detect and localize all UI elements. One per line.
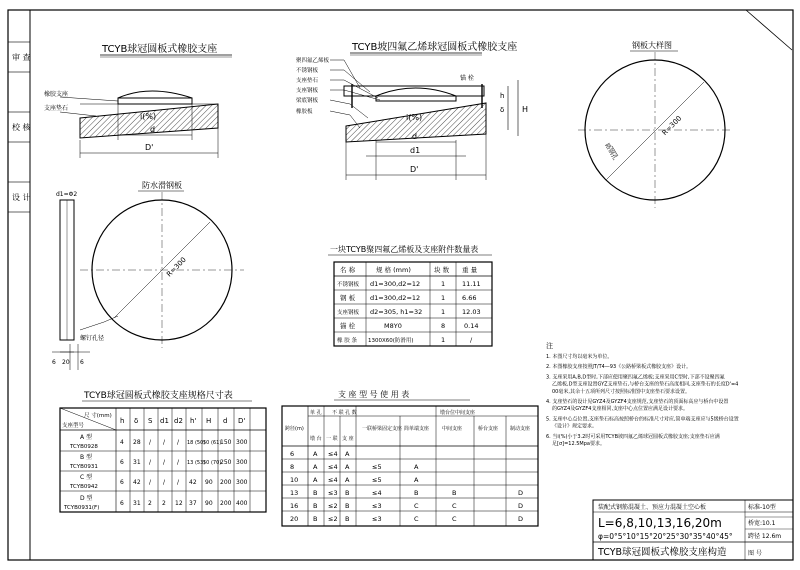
table-dimensions-r3-v1: 6 <box>120 479 124 486</box>
table-usage-hdr-6: 墩台位中间支座 <box>440 410 476 416</box>
table-dimensions-r1-type: A 型 <box>80 434 93 441</box>
notes-heading: 注 <box>546 342 553 350</box>
drawing-1-title: TCYB球冠圆板式橡胶支座 <box>102 44 218 55</box>
drawing-2 <box>296 40 528 180</box>
drawing-3-dim-1: 6 <box>52 359 56 366</box>
table-usage-hdr-span: 跨径(m) <box>285 426 304 432</box>
table-accessories-h4: 重 量 <box>462 266 478 274</box>
drawing-3-leader: 螺钉孔径 <box>80 335 105 342</box>
note-item: 4. 支座垫石的设计见GYZ4及GYZF4支座规范,支座垫石的顶面标高应与桥台中设置的GYZ4及GYZF4支座相同,支座中心点位置应满足设计要求。 <box>546 399 729 413</box>
drawing-2-label-1: 聚四氟乙烯板 <box>296 58 330 64</box>
drawing-2-dim-d1: d1 <box>410 146 421 155</box>
table-usage-sub-3: 支 座 <box>342 436 354 442</box>
table-dimensions-r1-v1: 4 <box>120 439 124 446</box>
drawing-3-dim-2: 20 <box>62 359 70 366</box>
table-dimensions-r4-v6: 37 <box>189 500 197 507</box>
drawing-4-leader: 路钢孔 <box>603 142 619 162</box>
table-accessories-r3c4: 12.03 <box>462 308 481 316</box>
table-usage-cell: D <box>518 489 524 497</box>
table-dimensions-r4-v9: 400 <box>236 500 248 507</box>
table-dimensions-r1-v9: 300 <box>236 439 248 446</box>
drawing-3-d1: d1=Φ2 <box>56 191 78 198</box>
drawing-2-label-3: 支座垫石 <box>296 78 319 84</box>
notes <box>546 341 739 447</box>
table-dimensions-r4-v7: 90 <box>205 500 213 507</box>
drawing-1-dim-D: D' <box>145 143 154 152</box>
table-dimensions-r1-v5: / <box>177 439 180 446</box>
table-dimensions-col-2: δ <box>134 417 139 425</box>
table-usage-hdr-3: 一联桥梁固定支座 <box>362 426 403 432</box>
table-usage-cell: 20 <box>290 515 299 523</box>
table-usage-hdr-7: 桥台支座 <box>478 426 499 432</box>
table-usage-cell: ≤4 <box>328 463 338 471</box>
table-accessories-h2: 规 格 (mm) <box>376 266 411 274</box>
table-usage-sub-2: 一 联 <box>326 436 338 442</box>
table-dimensions-r3-model: TCYB0942 <box>70 484 98 490</box>
table-accessories-r5c3: 1 <box>441 336 446 344</box>
table-usage-hdr-5: 中间支座 <box>442 426 463 432</box>
title-block <box>593 500 793 560</box>
title-block-line3: φ=0°5°10°15°20°25°30°35°40°45° <box>598 532 733 541</box>
table-usage-cell: ≤3 <box>372 515 382 523</box>
table-usage-cell: A <box>414 476 419 484</box>
table-dimensions-col-7: H <box>206 417 212 425</box>
table-usage-cell: A <box>313 450 318 458</box>
side-label-check: 校 核 <box>12 123 31 132</box>
table-dimensions-r3-v3: / <box>149 479 152 486</box>
table-accessories-r5c4: / <box>470 336 473 344</box>
table-usage-cell: ≤3 <box>372 502 382 510</box>
side-labels <box>8 42 32 212</box>
table-dimensions <box>60 389 266 512</box>
table-dimensions-r2-v9: 300 <box>236 459 248 466</box>
table-usage-cell: A <box>313 463 318 471</box>
table-usage-cell: 13 <box>290 489 299 497</box>
table-usage-cell: D <box>518 515 524 523</box>
table-accessories-r3c2: d2=305, h1=32 <box>370 308 423 316</box>
corner-fold <box>746 10 792 50</box>
title-block-right2: 桥宽:10.1 <box>748 520 776 527</box>
table-accessories-r1c4: 11.11 <box>462 280 481 288</box>
table-usage <box>282 389 538 526</box>
table-dimensions-r4-v4: 2 <box>162 500 166 507</box>
table-usage-cell: ≤3 <box>328 489 338 497</box>
table-accessories-r2c3: 1 <box>441 294 446 302</box>
table-usage-cell: C <box>452 502 457 510</box>
table-usage-cell: B <box>313 489 318 497</box>
table-accessories-r2c4: 6.66 <box>462 294 477 302</box>
table-usage-cell: ≤4 <box>372 489 382 497</box>
drawing-2-dim-D: D' <box>410 165 419 174</box>
title-block-line1: 装配式钢筋混凝土、预应力混凝土空心板 <box>598 504 707 511</box>
table-dimensions-r3-v8: 200 <box>220 479 232 486</box>
drawing-2-angle: i(%) <box>406 113 423 122</box>
drawing-3-radius: R=300 <box>165 255 188 279</box>
drawing-2-anchor-label: 锚 栓 <box>460 75 474 82</box>
side-label-design: 设 计 <box>12 193 31 202</box>
table-usage-cell: B <box>313 515 318 523</box>
table-usage-cell: ≤4 <box>328 450 338 458</box>
drawing-1-dim-d: d <box>150 125 156 134</box>
table-accessories-r4c2: M8Y0 <box>384 322 402 330</box>
table-accessories-title: 一块TCYB聚四氟乙烯板及支座附件数量表 <box>330 245 479 254</box>
drawing-3-title: 防水滑钢板 <box>142 181 182 190</box>
drawing-2-dim-H: H <box>522 105 529 114</box>
table-dimensions-r1-model: TCYB0928 <box>70 444 98 450</box>
drawing-2-title: TCYB坡四氟乙烯球冠圆板式橡胶支座 <box>352 42 518 53</box>
table-accessories-r5c1: 橡 胶 条 <box>337 338 357 344</box>
table-usage-cell: B <box>414 489 419 497</box>
drawing-4 <box>578 40 732 208</box>
side-label-review: 审 查 <box>12 53 31 62</box>
table-usage-title: 支 座 型 号 使 用 表 <box>338 390 410 399</box>
drawing-2-dim-h: h <box>500 92 505 100</box>
table-dimensions-r4-type: D 型 <box>80 495 93 502</box>
table-usage-sub-1: 墩 台 <box>310 436 322 442</box>
table-usage-cell: B <box>452 489 457 497</box>
table-dimensions-title: TCYB球冠圆板式橡胶支座规格尺寸表 <box>84 391 233 401</box>
drawing-4-title: 钢板大样图 <box>632 41 672 50</box>
table-usage-hdr-2: 不 联 孔 数 <box>332 410 357 416</box>
table-dimensions-r2-v7: 50 (70) <box>203 460 222 466</box>
table-usage-cell: B <box>345 502 350 510</box>
table-dimensions-r4-v3: 2 <box>148 500 152 507</box>
table-dimensions-r4-v1: 6 <box>120 500 124 507</box>
table-dimensions-r2-v6: 13 (53) <box>187 460 206 466</box>
table-dimensions-r4-v8: 200 <box>220 500 232 507</box>
table-accessories-r4c1: 锚 栓 <box>340 322 356 330</box>
table-usage-cell: D <box>518 502 524 510</box>
table-dimensions-r2-v3: / <box>149 459 152 466</box>
table-dimensions-r3-v2: 42 <box>133 479 141 486</box>
title-block-right3: 跨径 12.6m <box>748 533 782 540</box>
drawing-1-label-pad: 支座垫石 <box>44 105 69 112</box>
table-dimensions-r1-v4: / <box>163 439 166 446</box>
drawing-4-radius: R=300 <box>660 114 684 138</box>
drawing-2-dim-d: d <box>412 132 418 141</box>
table-accessories-r3c1: 支座钢板 <box>337 310 360 316</box>
table-usage-cell: C <box>414 515 419 523</box>
table-dimensions-r2-type: B 型 <box>80 454 93 461</box>
table-accessories-r2c2: d1=300,d2=12 <box>370 294 421 302</box>
table-dimensions-r3-v6: 42 <box>189 479 197 486</box>
drawing-2-dim-delta: δ <box>500 106 505 114</box>
table-dimensions-r3-type: C 型 <box>80 474 93 481</box>
table-dimensions-r4-v2: 31 <box>133 500 141 507</box>
table-accessories-h3: 块 数 <box>434 266 450 274</box>
table-usage-cell: 6 <box>290 450 295 458</box>
note-item: 1. 本图尺寸均以毫米为单位。 <box>546 354 613 360</box>
table-dimensions-r3-v7: 90 <box>205 479 213 486</box>
note-item: 5. 支座中心点位置,支座垫石标高按照桥台的标准尺寸对应,简单端支座应与5级桥台设置《设计》规定要求。 <box>546 416 739 430</box>
table-usage-hdr-8: 制动支座 <box>510 426 531 432</box>
table-dimensions-col-4: d1 <box>160 417 169 425</box>
table-dimensions-col-5: d2 <box>174 417 183 425</box>
drawing-2-label-5: 梁底钢板 <box>296 98 319 104</box>
table-dimensions-r1-v8: 150 <box>220 439 232 446</box>
table-dimensions-r1-v2: 28 <box>133 439 141 446</box>
table-dimensions-col-3: S <box>148 417 153 425</box>
table-usage-cell: 8 <box>290 463 295 471</box>
table-dimensions-r1-v6: 18 (50) <box>187 440 206 446</box>
table-accessories-h1: 名 称 <box>340 266 356 274</box>
table-dimensions-col-6: h' <box>190 417 197 425</box>
table-usage-hdr-1: 单 孔 <box>310 410 322 416</box>
table-accessories-r1c1: 不锈钢板 <box>337 282 360 288</box>
table-usage-cell: ≤2 <box>328 515 338 523</box>
table-dimensions-col-8: d <box>223 417 228 425</box>
table-usage-cell: C <box>414 502 419 510</box>
table-dimensions-hdr-top: 尺 寸(mm) <box>84 413 112 419</box>
table-accessories <box>328 244 492 346</box>
table-accessories-r1c3: 1 <box>441 280 446 288</box>
table-accessories-r3c3: 1 <box>441 308 446 316</box>
table-dimensions-r3-v4: / <box>163 479 166 486</box>
table-usage-cell: C <box>452 515 457 523</box>
table-usage-cell: A <box>345 463 350 471</box>
note-item: 3. 支座采用A,B,D型时,下部应使用聚四氟乙烯板;支座采用C型时,下部不设聚四氟乙烯板,D型支座设置GYZ支座垫石,与桥台支座的垫石高度相同,支座垫石的长度D'=4 00毫米,其余十五项所列尺寸按照标准图中支座垫石要求设置。 <box>546 374 739 395</box>
table-dimensions-r2-v1: 6 <box>120 459 124 466</box>
drawing-2-label-2: 不锈钢板 <box>296 68 319 74</box>
table-accessories-r5c2: 1300X60(防滑用) <box>368 338 414 344</box>
drawing-2-label-4: 支座钢板 <box>296 88 319 94</box>
table-dimensions-r3-v5: / <box>177 479 180 486</box>
drawing-3 <box>52 180 244 370</box>
note-item: 6. 当i(%)小于3.2时可采用TCYB坡四氟乙烯球冠圆板式橡胶支座;支座垫石应满足[σ]=12.5Mpa要求。 <box>546 433 720 447</box>
table-usage-cell: A <box>345 476 350 484</box>
table-usage-hdr-4: 简单端支座 <box>404 426 430 432</box>
table-dimensions-r2-v8: 250 <box>220 459 232 466</box>
table-usage-cell: A <box>345 450 350 458</box>
title-block-right1: 标准-10型 <box>748 504 776 511</box>
table-usage-cell: ≤5 <box>372 476 382 484</box>
title-block-fig: 图 号 <box>748 550 762 557</box>
table-usage-cell: B <box>345 489 350 497</box>
table-usage-cell: 16 <box>290 502 299 510</box>
note-item: 2. 本图橡胶支座按照JT/T4—93《公路桥梁板式橡胶支座》设计。 <box>546 364 692 371</box>
table-usage-cell: B <box>313 502 318 510</box>
table-accessories-r2c1: 钢 板 <box>340 294 356 302</box>
table-dimensions-r2-v4: / <box>163 459 166 466</box>
table-dimensions-r4-model: TCYB0931(F) <box>64 505 100 511</box>
drawing-1-label-bearing: 橡胶支座 <box>44 91 69 98</box>
table-dimensions-r3-v9: 300 <box>236 479 248 486</box>
table-dimensions-r2-model: TCYB0931 <box>70 464 98 470</box>
table-dimensions-r1-v3: / <box>149 439 152 446</box>
table-usage-cell: B <box>345 515 350 523</box>
table-usage-cell: 10 <box>290 476 299 484</box>
table-dimensions-r2-v2: 31 <box>133 459 141 466</box>
table-dimensions-hdr-bottom: 支座型号 <box>62 423 85 429</box>
drawing-2-label-6: 橡胶板 <box>296 109 313 115</box>
table-usage-cell: A <box>313 476 318 484</box>
table-dimensions-r4-v5: 12 <box>175 500 183 507</box>
title-block-title: TCYB球冠圆板式橡胶支座构造 <box>598 547 727 558</box>
table-accessories-r1c2: d1=300,d2=12 <box>370 280 421 288</box>
title-block-line2: L=6,8,10,13,16,20m <box>598 516 722 530</box>
table-dimensions-col-1: h <box>120 417 125 425</box>
table-usage-cell: ≤4 <box>328 476 338 484</box>
table-usage-cell: ≤5 <box>372 463 382 471</box>
table-dimensions-col-9: D' <box>238 417 246 425</box>
table-dimensions-r1-v7: 50 (61) <box>203 440 222 446</box>
table-accessories-r4c4: 0.14 <box>464 322 479 330</box>
table-usage-cell: ≤2 <box>328 502 338 510</box>
table-accessories-r4c3: 8 <box>441 322 446 330</box>
drawing-3-dim-3: 6 <box>80 359 84 366</box>
table-usage-cell: A <box>414 463 419 471</box>
drawing-1 <box>44 42 232 158</box>
table-dimensions-r2-v5: / <box>177 459 180 466</box>
drawing-1-angle: i(%) <box>140 112 157 121</box>
